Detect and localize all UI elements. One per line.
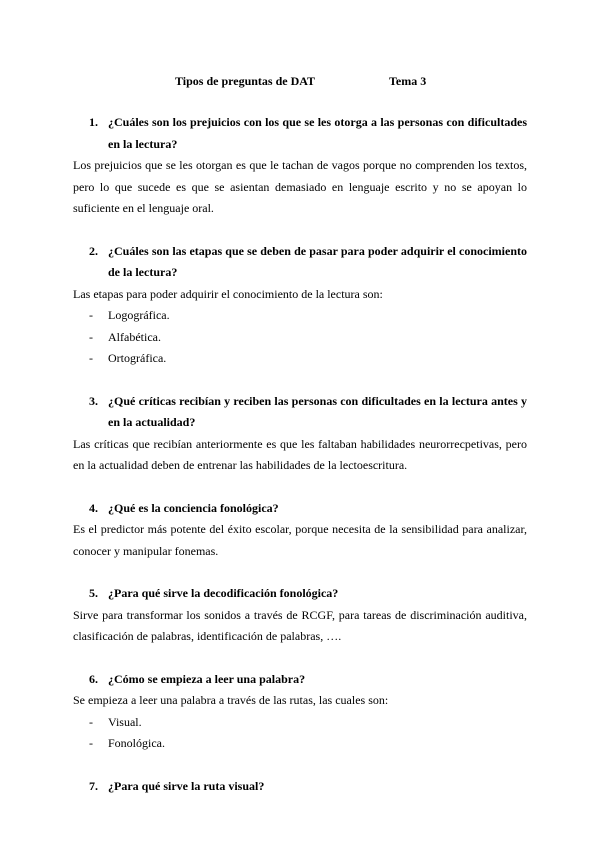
question-text: ¿Para qué sirve la decodificación fonológica? [108,586,339,600]
list-item: - Fonológica. [89,736,165,750]
question-text: ¿Qué es la conciencia fonológica? [108,500,279,515]
stages-list [73,305,527,370]
answer-3: Las críticas que recibían anteriormente es que les faltaban habilidades neurorrecpetivas, pero en la actualidad deben de entrenar las habilidades de la lectoescritura. [73,436,527,472]
list-item: - Alfabética. [89,329,161,344]
question-number: 4. [89,500,98,515]
document-title: Tipos de preguntas de DAT [175,74,316,88]
list-item: - Visual. [89,714,142,729]
question-text: ¿Cuáles son las etapas que se deben de pasar para poder adquirir el conocimiento de la lectura? [108,243,527,279]
document-body [73,112,527,797]
answer-5: Sirve para transformar los sonidos a través de RCGF, para tareas de discriminación auditiva, clasificación de palabras, identificación de palabras, …. [73,607,527,643]
question-number: 6. [89,671,98,686]
question-number: 3. [89,393,98,408]
question-7 [73,776,527,798]
list-item: - Ortográfica. [89,351,167,365]
question-2 [73,241,527,284]
question-number: 1. [89,115,98,129]
question-6 [73,669,527,691]
question-number: 5. [89,586,98,600]
question-1 [73,112,527,155]
question-text: ¿Cuáles son los prejuicios con los que se les otorga a las personas con dificultades en la lectura? [108,115,527,151]
answer-1: Los prejuicios que se les otorgan es que le tachan de vagos porque no comprenden los textos, pero lo que sucede es que se asientan demasiado en lenguaje escrito y no se apoyan lo suficiente en el lenguaje oral. [73,158,527,215]
routes-list [73,712,527,755]
question-text: ¿Cómo se empieza a leer una palabra? [108,671,306,686]
question-text: ¿Qué críticas recibían y reciben las personas con dificultades en la lectura antes y en la actualidad? [108,393,527,429]
answer-2: Las etapas para poder adquirir el conocimiento de la lectura son: [73,286,383,301]
question-5 [73,583,527,605]
answer-4: Es el predictor más potente del éxito escolar, porque necesita de la sensibilidad para analizar, conocer y manipular fonemas. [73,522,527,558]
question-3 [73,391,527,434]
list-item: - Logográfica. [89,308,170,322]
question-text: ¿Para qué sirve la ruta visual? [108,778,265,793]
question-number: 7. [89,778,98,793]
topic-label: Tema 3 [389,74,427,88]
question-number: 2. [89,243,98,258]
document-header [0,71,600,91]
answer-6: Se empieza a leer una palabra a través de las rutas, las cuales son: [73,693,389,707]
question-4 [73,498,527,520]
